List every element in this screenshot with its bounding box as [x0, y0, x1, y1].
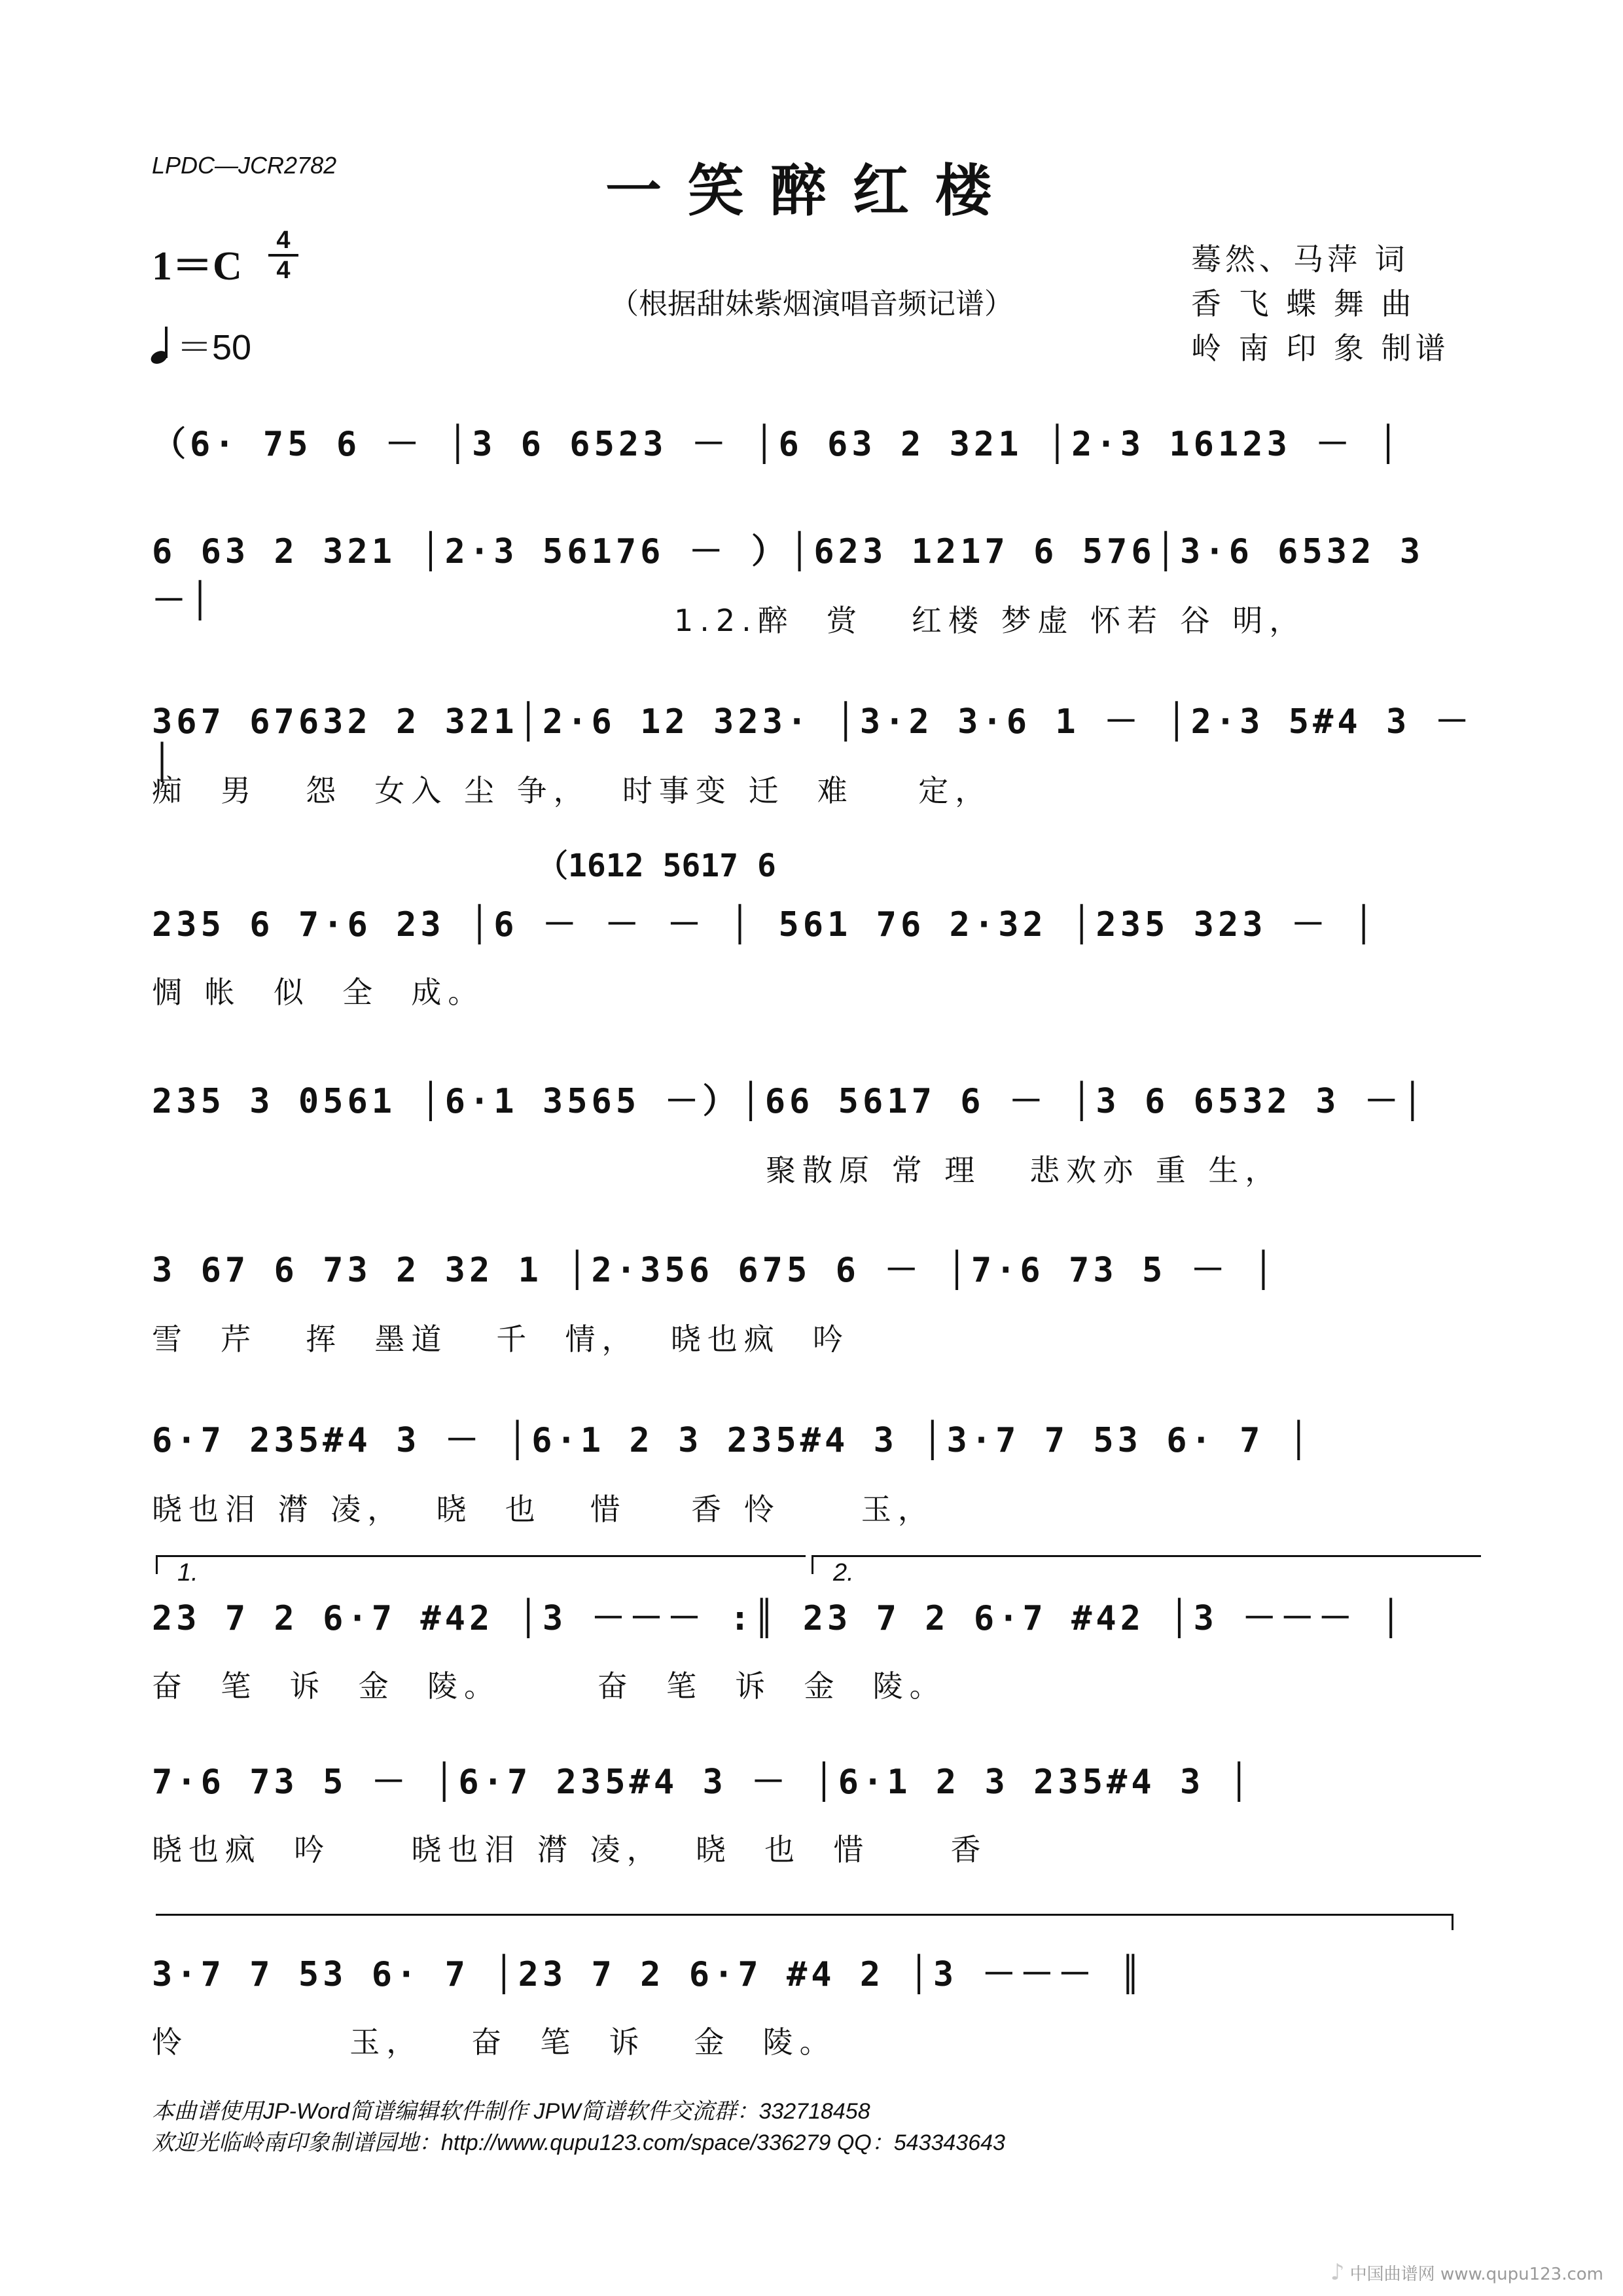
- transcriber-credit: 岭 南 印 象 制谱: [1191, 331, 1450, 366]
- tempo-marking: [151, 319, 251, 370]
- lyric-line-7: 奋 笔 诉 金 陵。 奋 笔 诉 金 陵。: [152, 1668, 946, 1704]
- composer-credit: 香 飞 蝶 舞 曲: [1191, 286, 1416, 321]
- footer-line-2: 欢迎光临岭南印象制谱园地：http://www.qupu123.com/space/336279 QQ：543343643: [152, 2130, 1005, 2155]
- lyric-line-5: 雪 芹 挥 墨道 千 情， 晓也疯 吟: [152, 1321, 849, 1357]
- meter-denominator: 4: [276, 257, 291, 284]
- staff-line-3: 367 67632 2 321│2·6 12 323· │3·2 3·6 1 － │2·3 5#4 3 － │: [152, 702, 1473, 782]
- song-title: 一笑醉红楼: [605, 158, 1018, 224]
- footer-line-1: 本曲谱使用JP-Word简谱编辑软件制作 JPW简谱软件交流群：332718458: [152, 2099, 870, 2124]
- staff-line-8: 23 7 2 6·7 #42 │3 －－－ :║ 23 7 2 6·7 #42 │3 －－－ │: [152, 1599, 1405, 1638]
- staff-line-5: 235 3 0561 │6·1 3565 －）│66 5617 6 － │3 6 6532 3 －│: [152, 1082, 1427, 1121]
- watermark-brand: 中国曲谱网: [1349, 2265, 1435, 2284]
- lyricist-credit: 蓦然、马萍 词: [1191, 242, 1409, 277]
- time-signature: [268, 228, 298, 283]
- volta-bracket-2: 2.: [812, 1555, 1481, 1574]
- lyric-line-8: 晓也疯 吟 晓也泪 潸 凌， 晓 也 惜 香: [152, 1832, 988, 1867]
- quarter-note-icon: [151, 327, 177, 363]
- lyric-line-4: 聚散原 常 理 悲欢亦 重 生，: [766, 1153, 1282, 1188]
- lyric-line-6: 晓也泪 潸 凌， 晓 也 惜 香 怜 玉，: [152, 1492, 935, 1527]
- source-note: （根据甜妹紫烟演唱音频记谱）: [610, 287, 1013, 321]
- tempo-value: ＝50: [177, 328, 252, 367]
- site-watermark: [1330, 2259, 1603, 2286]
- interlude-notes: （1612 5617 6: [537, 848, 776, 884]
- staff-line-2: 6 63 2 321 │2·3 56176 － ）│623 1217 6 576│3·6 6532 3 －│: [152, 532, 1425, 620]
- coda-bracket: [156, 1914, 1454, 1930]
- staff-line-6: 3 67 6 73 2 32 1 │2·356 675 6 － │7·6 73 5 － │: [152, 1251, 1278, 1290]
- staff-line-4: 235 6 7·6 23 │6 － － － │ 561 76 2·32 │235 323 － │: [152, 905, 1378, 944]
- staff-line-10: 3·7 7 53 6· 7 │23 7 2 6·7 #4 2 │3 －－－ ║: [152, 1955, 1145, 1994]
- volta-bracket-1: 1.: [156, 1555, 806, 1574]
- key-signature: 1＝C: [152, 244, 242, 289]
- lyric-line-1: 1.2.醉 赏 红楼 梦虚 怀若 谷 明，: [674, 603, 1306, 638]
- meter-numerator: 4: [276, 226, 291, 254]
- catalog-code: LPDC—JCR2782: [152, 152, 337, 179]
- staff-line-9: 7·6 73 5 － │6·7 235#4 3 － │6·1 2 3 235#4 3 │: [152, 1763, 1253, 1802]
- watermark-url: www.qupu123.com: [1440, 2265, 1603, 2284]
- lyric-line-9: 怜 玉， 奋 笔 诉 金 陵。: [152, 2024, 836, 2060]
- staff-line-1: （6· 75 6 － │3 6 6523 － │6 63 2 321 │2·3 16123 － │: [152, 425, 1402, 464]
- watermark-logo-icon: ♪: [1330, 2259, 1345, 2286]
- lyric-line-2: 痴 男 怨 女入 尘 争， 时事变 迁 难 定，: [152, 773, 992, 808]
- lyric-line-3: 惆 帐 似 全 成。: [152, 975, 485, 1010]
- staff-line-7: 6·7 235#4 3 － │6·1 2 3 235#4 3 │3·7 7 53 6· 7 │: [152, 1421, 1313, 1460]
